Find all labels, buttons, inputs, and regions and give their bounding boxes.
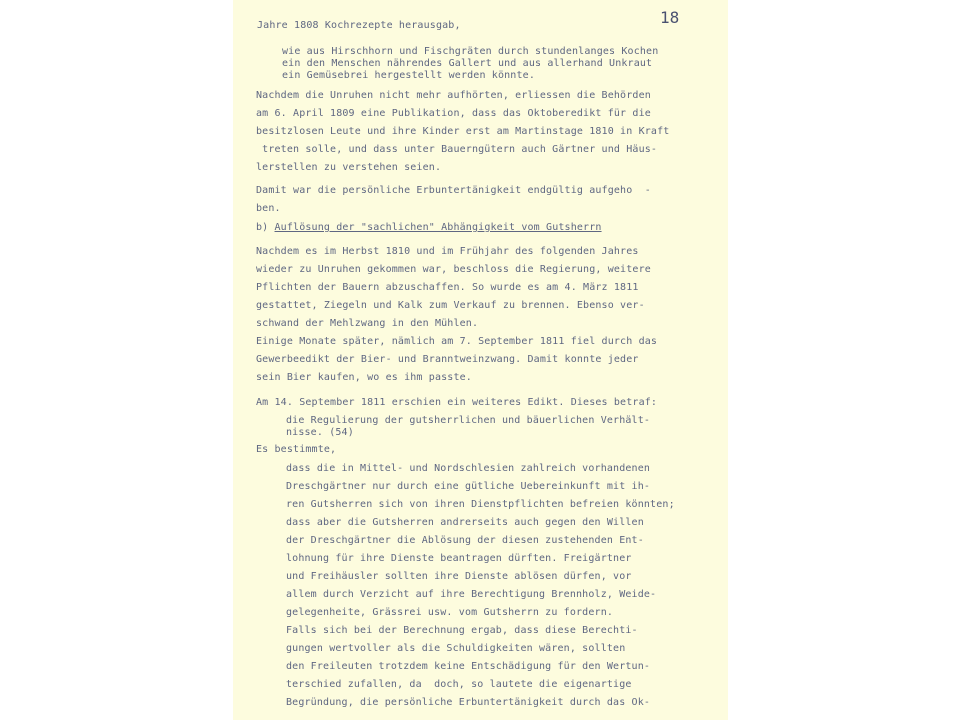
body-line: Nachdem es im Herbst 1810 und im Frühjahr des folgenden Jahres bbox=[256, 246, 639, 257]
body-line: ben. bbox=[256, 203, 281, 214]
body-line: Pflichten der Bauern abzuschaffen. So wurde es am 4. März 1811 bbox=[256, 282, 639, 293]
quote-line: terschied zufallen, da doch, so lautete die eigenartige bbox=[286, 679, 632, 690]
body-line: Am 14. September 1811 erschien ein weiteres Edikt. Dieses betraf: bbox=[256, 397, 658, 408]
quote-line: Begründung, die persönliche Erbuntertänigkeit durch das Ok- bbox=[286, 697, 651, 708]
quote-line: lohnung für ihre Dienste beantragen dürften. Freigärtner bbox=[286, 553, 632, 564]
quote-line: die Regulierung der gutsherrlichen und bäuerlichen Verhält- bbox=[286, 415, 651, 426]
quote-line: ein Gemüsebrei hergestellt werden könnte. bbox=[282, 70, 535, 81]
body-line: Damit war die persönliche Erbuntertänigkeit endgültig aufgeho - bbox=[256, 185, 651, 196]
section-heading bbox=[256, 222, 602, 234]
body-line: Gewerbeedikt der Bier- und Branntweinzwang. Damit konnte jeder bbox=[256, 354, 639, 365]
quote-line: und Freihäusler sollten ihre Dienste ablösen dürfen, vor bbox=[286, 571, 632, 582]
body-line: Nachdem die Unruhen nicht mehr aufhörten, erliessen die Behörden bbox=[256, 90, 651, 101]
quote-line: nisse. (54) bbox=[286, 427, 354, 438]
section-title: Auflösung der "sachlichen" Abhängigkeit vom Gutsherrn bbox=[274, 222, 602, 233]
quote-line: wie aus Hirschhorn und Fischgräten durch stundenlanges Kochen bbox=[282, 46, 659, 57]
body-line: sein Bier kaufen, wo es ihm passte. bbox=[256, 372, 472, 383]
body-line: schwand der Mehlzwang in den Mühlen. bbox=[256, 318, 479, 329]
section-letter: b) bbox=[256, 222, 269, 233]
quote-line: der Dreschgärtner die Ablösung der diesen zustehenden Ent- bbox=[286, 535, 644, 546]
quote-line: dass aber die Gutsherren andrerseits auch gegen den Willen bbox=[286, 517, 644, 528]
quote-line: gungen wertvoller als die Schuldigkeiten wären, sollten bbox=[286, 643, 626, 654]
body-line: gestattet, Ziegeln und Kalk zum Verkauf zu brennen. Ebenso ver- bbox=[256, 300, 645, 311]
quote-line: Falls sich bei der Berechnung ergab, dass diese Berechti- bbox=[286, 625, 638, 636]
header-line: Jahre 1808 Kochrezepte herausgab, bbox=[257, 20, 461, 31]
body-line: Einige Monate später, nämlich am 7. September 1811 fiel durch das bbox=[256, 336, 658, 347]
body-line: besitzlosen Leute und ihre Kinder erst am Martinstage 1810 in Kraft bbox=[256, 126, 670, 137]
quote-line: dass die in Mittel- und Nordschlesien zahlreich vorhandenen bbox=[286, 463, 651, 474]
quote-line: ren Gutsherren sich von ihren Dienstpflichten befreien könnten; bbox=[286, 499, 675, 510]
quote-line: ein den Menschen nährendes Gallert und aus allerhand Unkraut bbox=[282, 58, 653, 69]
body-line: lerstellen zu verstehen seien. bbox=[256, 162, 442, 173]
quote-line: den Freileuten trotzdem keine Entschädigung für den Wertun- bbox=[286, 661, 651, 672]
body-line: wieder zu Unruhen gekommen war, beschloss die Regierung, weitere bbox=[256, 264, 651, 275]
document-page bbox=[233, 0, 728, 720]
quote-line: Dreschgärtner nur durch eine gütliche Uebereinkunft mit ih- bbox=[286, 481, 651, 492]
quote-line: gelegenheite, Grässrei usw. vom Gutsherrn zu fordern. bbox=[286, 607, 614, 618]
page-number: 18 bbox=[660, 8, 680, 27]
quote-line: allem durch Verzicht auf ihre Berechtigung Brennholz, Weide- bbox=[286, 589, 657, 600]
body-line: treten solle, und dass unter Bauerngütern auch Gärtner und Häus- bbox=[256, 144, 658, 155]
body-line: Es bestimmte, bbox=[256, 444, 337, 455]
body-line: am 6. April 1809 eine Publikation, dass das Oktoberedikt für die bbox=[256, 108, 651, 119]
